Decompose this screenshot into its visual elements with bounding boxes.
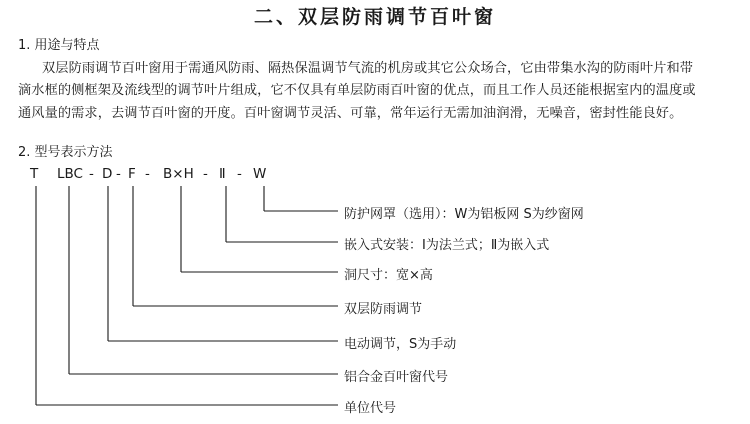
code-W: W xyxy=(253,166,267,182)
section-heading-usage: 1. 用途与特点 xyxy=(18,38,100,53)
code-dash-3: - xyxy=(145,166,150,182)
legend-F: 双层防雨调节 xyxy=(344,302,423,317)
legend-W: 防护网罩（选用）：W为铝板网 S为纱窗网 xyxy=(344,207,584,222)
code-BxH: B×H xyxy=(163,166,194,182)
legend-T: 单位代号 xyxy=(344,401,397,416)
code-II: Ⅱ xyxy=(219,166,226,182)
paragraph-line-1: 双层防雨调节百叶窗用于需通风防雨、隔热保温调节气流的机房或其它公众场合，它由带集水沟的防雨叶片和带 xyxy=(42,61,694,76)
code-dash-4: - xyxy=(203,166,208,182)
code-F: F xyxy=(128,166,136,182)
legend-LBC: 铝合金百叶窗代号 xyxy=(344,370,449,385)
legend-BxH: 洞尺寸：宽×高 xyxy=(344,268,433,283)
paragraph-line-2: 滴水框的侧框架及流线型的调节叶片组成，它不仅具有单层防雨百叶窗的优点，而且工作人员还能根据室内的温度或 xyxy=(18,83,696,98)
code-dash-5: - xyxy=(237,166,242,182)
code-dash-1: - xyxy=(89,166,94,182)
legend-II: 嵌入式安装：Ⅰ为法兰式；Ⅱ为嵌入式 xyxy=(344,238,550,253)
legend-D: 电动调节，S为手动 xyxy=(344,337,457,352)
page-title: 二、双层防雨调节百叶窗 xyxy=(253,6,496,28)
code-T: T xyxy=(30,166,39,182)
code-LBC: LBC xyxy=(57,166,83,182)
section-heading-model: 2. 型号表示方法 xyxy=(18,145,113,160)
paragraph-line-3: 通风量的需求，去调节百叶窗的开度。百叶窗调节灵活、可靠，常年运行无需加油润滑，无噪音，密封性能良好。 xyxy=(18,106,683,121)
code-D: D xyxy=(102,166,113,182)
code-dash-2: - xyxy=(116,166,121,182)
